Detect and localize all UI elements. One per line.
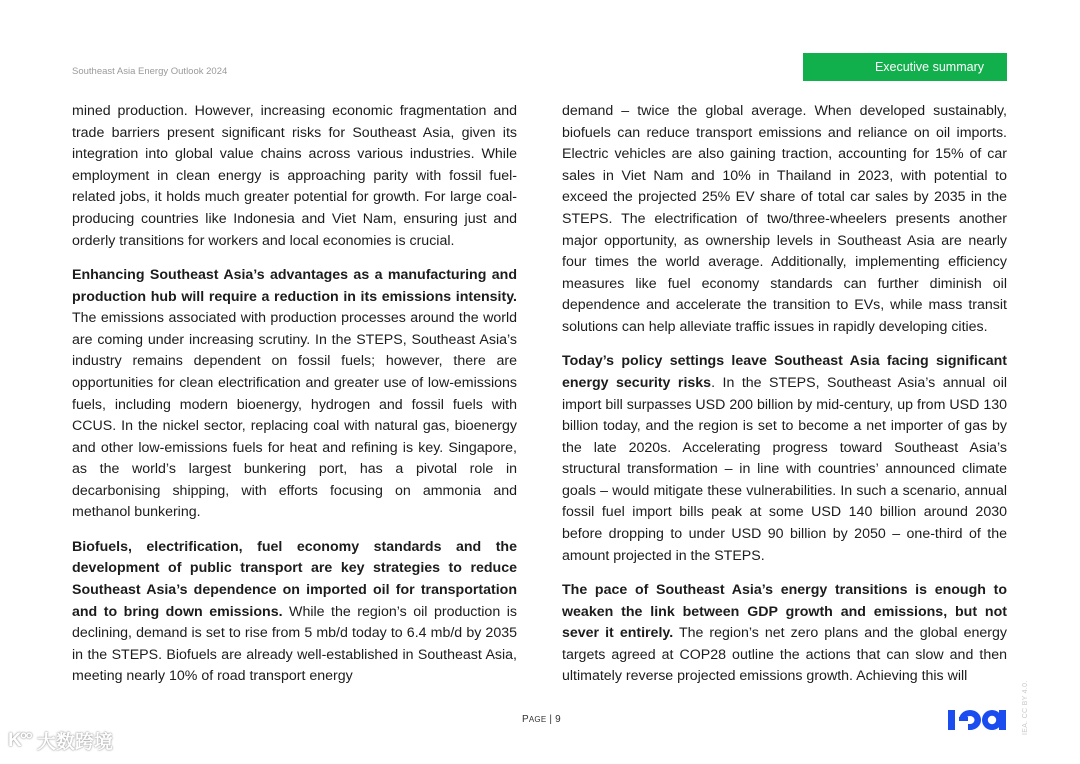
watermark-logo-icon: K°° — [8, 729, 31, 751]
paragraph-lead: Enhancing Southeast Asia’s advantages as a manufacturing and production hub will require a reduction in its emissions intensity. — [72, 266, 517, 305]
page-number-value: 9 — [555, 714, 561, 725]
paragraph-lead: Today’s policy settings leave Southeast Asia facing significant energy security risks — [562, 353, 1007, 391]
paragraph — [562, 101, 1007, 339]
page-separator: | — [546, 714, 556, 725]
running-title: Southeast Asia Energy Outlook 2024 — [72, 66, 228, 77]
watermark-text: 大数跨境 — [36, 732, 113, 753]
paragraph — [562, 351, 1007, 567]
paragraph — [562, 580, 1007, 688]
section-label: Executive summary — [874, 60, 984, 74]
paragraph-body: While the region’s oil production is declining, demand is set to rise from 5 mb/d today to 6.4 mb/d by 2035 in the STEPS. Biofuels are already well-established in Southeast Asia, meeting nearly 10% of road transport energy — [72, 603, 517, 685]
section-label-badge — [803, 53, 1007, 81]
page-label — [522, 714, 546, 725]
left-column — [72, 101, 517, 701]
paragraph-lead: The pace of Southeast Asia’s energy transitions is enough to weaken the link between GDP growth and emissions, but not sever it entirely. — [562, 582, 1007, 642]
paragraph — [72, 265, 517, 524]
paragraph-body: . In the STEPS, Southeast Asia’s annual oil import bill surpasses USD 200 billion by mid-century, up from USD 130 billion today, and the region is set to become a net importer of gas by the late 2020s. Accelerating progress toward Southeast Asia’s structural transformation – in line with countries’ announced climate goals – would mitigate these vulnerabilities. In such a scenario, annual fossil fuel import bills peak at some USD 140 billion around 2030 before dropping to under USD 90 billion by 2050 – one-third of the amount projected in the STEPS. — [562, 374, 1007, 564]
page-number — [522, 714, 561, 725]
paragraph — [72, 537, 517, 688]
paragraph-body: The region’s net zero plans and the global energy targets agreed at COP28 outline the actions that can slow and then ultimately reverse projected emissions growth. Achieving this will — [562, 625, 1007, 685]
right-column — [562, 101, 1007, 701]
paragraph-lead: Biofuels, electrification, fuel economy standards and the development of public transport are key strategies to reduce Southeast Asia’s dependence on imported oil for transportation and to bring down emissions. — [72, 538, 517, 620]
paragraph — [72, 101, 517, 252]
page-label-initial: P — [522, 714, 529, 725]
license-text: IEA. CC BY 4.0. — [1022, 680, 1029, 735]
paragraph-body: mined production. However, increasing economic fragmentation and trade barriers present significant risks for Southeast Asia, given its integration into global value chains across various industries. While employment in clean energy is approaching parity with fossil fuel-related jobs, it holds much greater potential for growth. For large coal-producing countries like Indonesia and Viet Nam, ensuring just and orderly transitions for workers and local economies is crucial. — [72, 103, 517, 249]
iea-logo-icon — [946, 704, 1010, 732]
paragraph-body: The emissions associated with production processes around the world are coming under increasing scrutiny. In the STEPS, Southeast Asia’s industry remains dependent on fossil fuels; however, there are opportunities for clean electrification and greater use of low-emissions fuels, including modern bioenergy, hydrogen and fossil fuels with CCUS. In the nickel sector, replacing coal with natural gas, bioenergy and other low-emissions fuels for heat and refining is key. Singapore, as the world’s largest bunkering port, has a pivotal role in decarbonising shipping, with efforts focusing on ammonia and methanol bunkering. — [72, 310, 517, 521]
paragraph-body: demand – twice the global average. When developed sustainably, biofuels can reduce transport emissions and reliance on oil imports. Electric vehicles are also gaining traction, accounting for 15% of car sales in Viet Nam and 10% in Thailand in 2023, with potential to exceed the projected 25% EV share of total car sales by 2035 in the STEPS. The electrification of two/three-wheelers presents another major opportunity, as ownership levels in Southeast Asia are nearly four times the world average. Additionally, implementing efficiency measures like fuel economy standards can further diminish oil dependence and accelerate the transition to EVs, while mass transit solutions can help alleviate traffic issues in rapidly developing cities. — [562, 103, 1007, 335]
watermark — [8, 727, 113, 754]
page-label-rest: AGE — [528, 715, 547, 724]
